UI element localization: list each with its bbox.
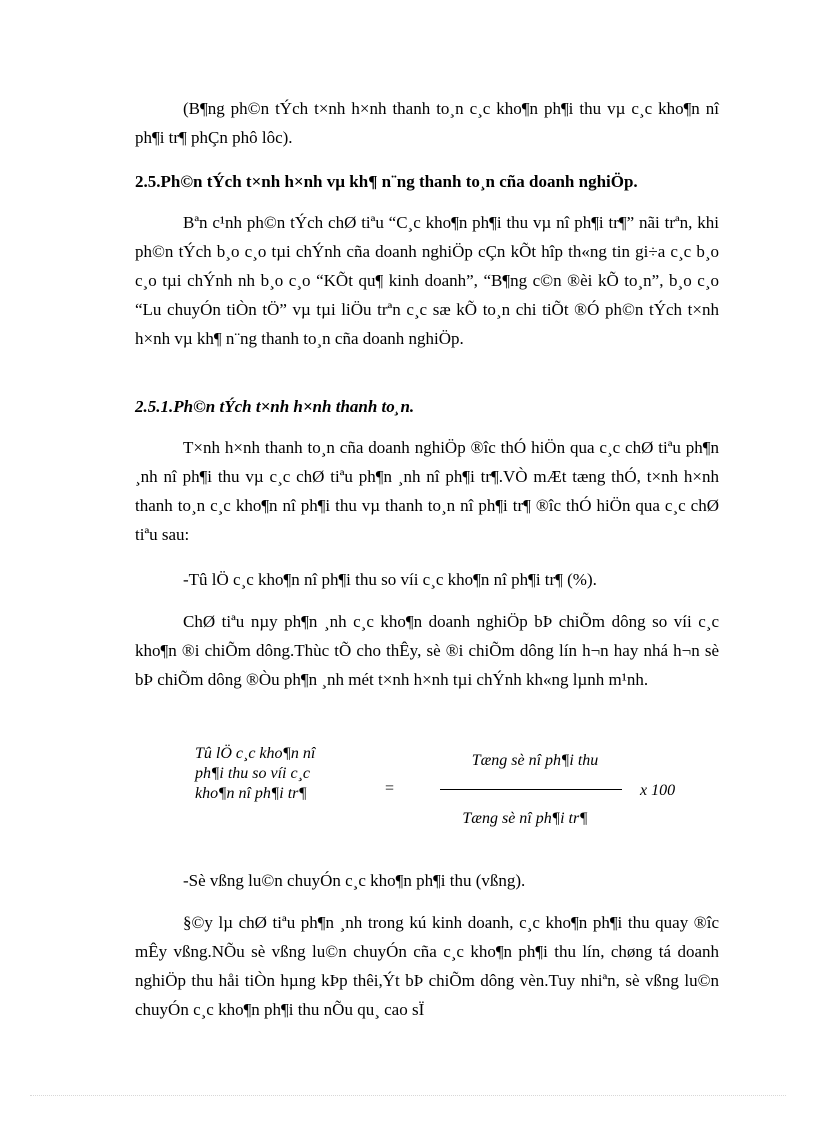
formula-fraction-line (440, 789, 622, 790)
formula-denominator: Tæng sè nî ph¶i tr¶ (462, 810, 588, 827)
formula-multiplier: x 100 (640, 782, 676, 799)
formula-left-label (195, 744, 380, 804)
ratio-paragraph: ChØ tiªu nµy ph¶n ¸nh c¸c kho¶n doanh nghiÖp bÞ chiÕm dông so víi c¸c kho¶n ®i chiÕm dông.Thùc tÕ cho thÊy, sè ®i chiÕm dông lín h¬n hay nhá h¬n sè bÞ chiÕm dông ®Òu ph¶n ¸nh mét t×nh h×nh tµi chÝnh kh«ng lµnh m¹nh. (135, 612, 719, 689)
section-2-5-paragraph: Bªn c¹nh ph©n tÝch chØ tiªu “C¸c kho¶n ph¶i thu vµ nî ph¶i tr¶” nãi trªn, khi ph©n tÝch b¸o c¸o tµi chÝnh cña doanh nghiÖp cÇn kÕt hîp th«ng tin gi÷a c¸c b¸o c¸o tµi chÝnh nh b¸o c¸o “KÕt qu¶ kinh doanh”, “B¶ng c©n ®èi kÕ to¸n”, b¸o c¸o “Lu chuyÓn tiÒn tÖ” vµ tµi liÖu trªn c¸c sæ kÕ to¸n chi tiÕt ®Ó ph©n tÝch t×nh h×nh vµ kh¶ n¨ng thanh to¸n cña doanh nghiÖp. (135, 213, 719, 348)
turnover-paragraph: §©y lµ chØ tiªu ph¶n ¸nh trong kú kinh doanh, c¸c kho¶n ph¶i thu quay ®îc mÊy vßng.NÕu sè vßng lu©n chuyÓn cña c¸c kho¶n ph¶i thu lín, chøng tá doanh nghiÖp thu håi tiÒn hµng kÞp thêi,Ýt bÞ chiÕm dông vèn.Tuy nhiªn, sè vßng lu©n chuyÓn c¸c kho¶n ph¶i thu nÕu qu¸ cao sÏ (135, 913, 719, 1019)
section-2-5-1-paragraph: T×nh h×nh thanh to¸n cña doanh nghiÖp ®îc thÓ hiÖn qua c¸c chØ tiªu ph¶n ¸nh nî ph¶i thu vµ c¸c chØ tiªu ph¶n ¸nh nî ph¶i tr¶.VÒ mÆt tæng thÓ, t×nh h×nh thanh to¸n c¸c kho¶n nî ph¶i thu vµ thanh to¸n nî ph¶i tr¶ ®îc thÓ hiÖn qua c¸c chØ tiªu sau: (135, 438, 719, 544)
formula-equals: = (385, 780, 395, 797)
intro-paragraph: (B¶ng ph©n tÝch t×nh h×nh thanh to¸n c¸c kho¶n ph¶i thu vµ c¸c kho¶n nî ph¶i tr¶ phÇn phô lôc). (135, 99, 719, 147)
page-bottom-divider (30, 1095, 786, 1096)
formula-left-line: Tû lÖ c¸c kho¶n nî (195, 745, 316, 762)
formula-numerator: Tæng sè nî ph¶i thu (471, 752, 599, 769)
formula-left-line: ph¶i thu so víi c¸c (195, 765, 311, 782)
bullet-ratio: -Tû lÖ c¸c kho¶n nî ph¶i thu so víi c¸c kho¶n nî ph¶i tr¶ (%). (183, 570, 597, 589)
section-heading-2-5: 2.5.Ph©n tÝch t×nh h×nh vµ kh¶ n¨ng thanh to¸n cña doanh nghiÖp. (135, 172, 638, 191)
ratio-formula (195, 744, 715, 844)
section-heading-2-5-1: 2.5.1.Ph©n tÝch t×nh h×nh thanh to¸n. (135, 397, 415, 416)
bullet-turnover: -Sè vßng lu©n chuyÓn c¸c kho¶n ph¶i thu (vßng). (183, 871, 526, 890)
formula-left-line: kho¶n nî ph¶i tr¶ (195, 785, 307, 802)
